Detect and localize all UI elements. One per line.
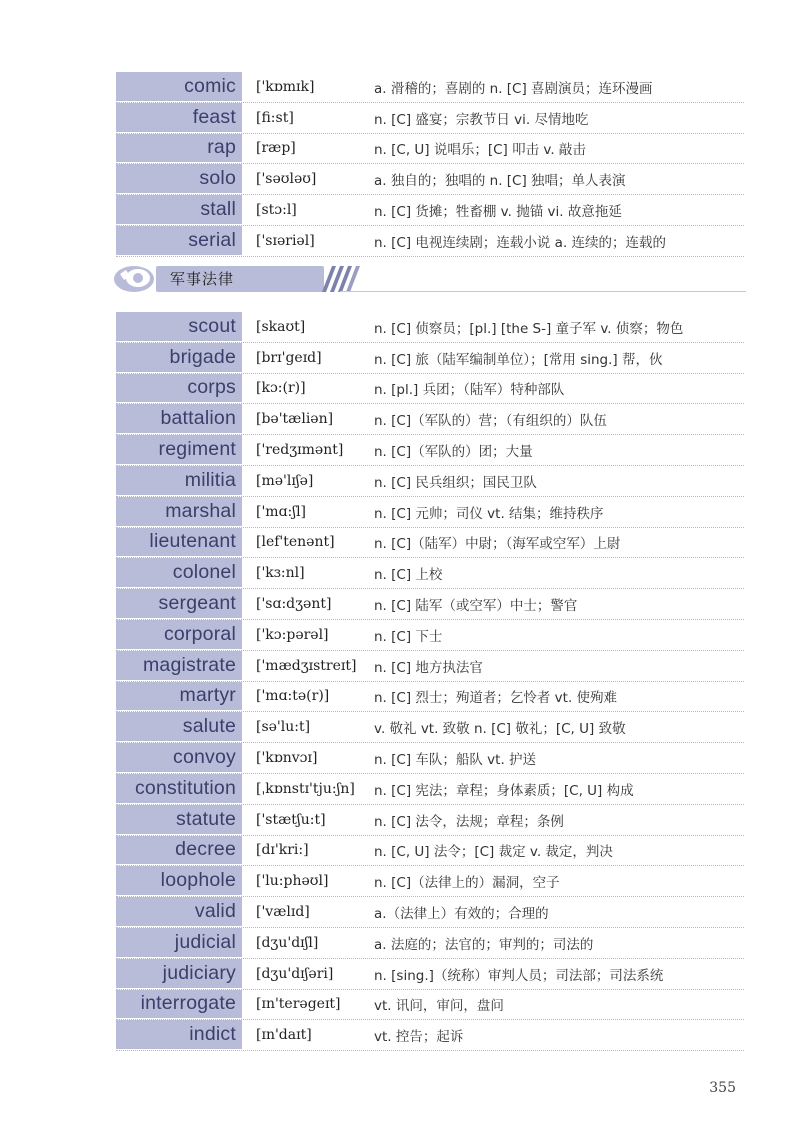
phonetic: [ˌkɒnstɪ'tju:ʃn] xyxy=(256,780,355,797)
definition: n. [C] 宪法；章程；身体素质；[C, U] 构成 xyxy=(374,782,634,799)
phonetic: [kɔ:(r)] xyxy=(256,380,306,397)
definition: n. [C] 法令，法规；章程；条例 xyxy=(374,813,564,830)
decorative-stripes xyxy=(322,266,382,292)
vocab-row xyxy=(116,103,744,134)
definition: n. [C] 陆军（或空军）中士；警官 xyxy=(374,598,578,615)
headword: sergeant xyxy=(116,589,242,619)
definition: n. [C] 元帅；司仪 vt. 结集；维持秩序 xyxy=(374,505,604,522)
vocab-row xyxy=(116,558,744,589)
phonetic: [stɔ:l] xyxy=(256,202,297,219)
phonetic: [sə'lu:t] xyxy=(256,719,311,736)
page-number: 355 xyxy=(709,1080,736,1096)
definition: n. [C] 车队；船队 vt. 护送 xyxy=(374,752,537,769)
headword: decree xyxy=(116,836,242,866)
headword: feast xyxy=(116,103,242,133)
definition: n. [C] 货摊；牲畜棚 v. 抛锚 vi. 故意拖延 xyxy=(374,204,622,221)
headword: stall xyxy=(116,195,242,225)
definition: n. [C]（法律上的）漏洞，空子 xyxy=(374,875,560,892)
headword: convoy xyxy=(116,743,242,773)
definition: n. [C] 下士 xyxy=(374,628,443,645)
headword: brigade xyxy=(116,343,242,373)
vocab-row xyxy=(116,712,744,743)
vocab-row xyxy=(116,164,744,195)
phonetic: [fi:st] xyxy=(256,109,294,126)
vocab-row xyxy=(116,497,744,528)
vocab-row xyxy=(116,134,744,165)
phonetic: [mə'lɪʃə] xyxy=(256,472,314,489)
vocab-row xyxy=(116,312,744,343)
phonetic: ['mædʒɪstreɪt] xyxy=(256,657,357,674)
definition: n. [pl.] 兵团；（陆军）特种部队 xyxy=(374,382,565,399)
vocab-table-bottom xyxy=(116,312,744,1051)
section-rule xyxy=(340,291,746,292)
headword: indict xyxy=(116,1020,242,1050)
phonetic: ['stætʃu:t] xyxy=(256,811,326,828)
vocab-row xyxy=(116,466,744,497)
headword: interrogate xyxy=(116,990,242,1020)
phonetic: ['kɔ:pərəl] xyxy=(256,626,329,643)
phonetic: [ɪn'terəgeɪt] xyxy=(256,996,341,1013)
headword: judiciary xyxy=(116,959,242,989)
vocab-row xyxy=(116,589,744,620)
headword: valid xyxy=(116,897,242,927)
headword: rap xyxy=(116,134,242,164)
definition: n. [C]（军队的）团；大量 xyxy=(374,444,533,461)
vocab-row xyxy=(116,404,744,435)
vocab-row xyxy=(116,620,744,651)
definition: a. 法庭的；法官的；审判的；司法的 xyxy=(374,936,594,953)
definition: n. [C] 地方执法官 xyxy=(374,659,483,676)
phonetic: ['mɑ:tə(r)] xyxy=(256,688,330,705)
phonetic: [bə'tæliən] xyxy=(256,411,334,428)
vocab-row xyxy=(116,528,744,559)
headword: corps xyxy=(116,374,242,404)
vocab-row xyxy=(116,743,744,774)
vocab-row xyxy=(116,682,744,713)
headword: martyr xyxy=(116,682,242,712)
definition: a. 独自的；独唱的 n. [C] 独唱；单人表演 xyxy=(374,173,626,190)
phonetic: [lef'tenənt] xyxy=(256,534,335,551)
definition: n. [C] 盛宴；宗教节日 vi. 尽情地吃 xyxy=(374,111,589,128)
headword: constitution xyxy=(116,774,242,804)
vocab-row xyxy=(116,959,744,990)
vocab-row xyxy=(116,343,744,374)
headword: colonel xyxy=(116,558,242,588)
vocab-row xyxy=(116,1020,744,1051)
phonetic: ['lu:phəʊl] xyxy=(256,873,329,890)
vocab-row xyxy=(116,374,744,405)
definition: n. [sing.]（统称）审判人员；司法部；司法系统 xyxy=(374,967,664,984)
definition: n. [C, U] 法令；[C] 裁定 v. 裁定，判决 xyxy=(374,844,613,861)
definition: n. [C] 旅（陆军编制单位）；[常用 sing.] 帮，伙 xyxy=(374,351,663,368)
vocab-row xyxy=(116,72,744,103)
headword: battalion xyxy=(116,404,242,434)
definition: n. [C]（陆军）中尉；（海军或空军）上尉 xyxy=(374,536,621,553)
phonetic: ['redʒɪmənt] xyxy=(256,442,344,459)
vocab-row xyxy=(116,195,744,226)
definition: vt. 讯问，审问，盘问 xyxy=(374,998,504,1015)
phonetic: ['kɜ:nl] xyxy=(256,565,305,582)
vocab-row xyxy=(116,226,744,257)
headword: salute xyxy=(116,712,242,742)
definition: n. [C]（军队的）营；（有组织的）队伍 xyxy=(374,413,607,430)
phonetic: ['kɒmɪk] xyxy=(256,78,315,95)
phonetic: [dʒu'dɪʃl] xyxy=(256,934,319,951)
vocab-row xyxy=(116,774,744,805)
definition: a.（法律上）有效的；合理的 xyxy=(374,906,549,923)
headword: corporal xyxy=(116,620,242,650)
headword: loophole xyxy=(116,866,242,896)
phonetic: [dɪ'kri:] xyxy=(256,842,309,859)
vocab-row xyxy=(116,990,744,1021)
headword: marshal xyxy=(116,497,242,527)
phonetic: [ɪn'daɪt] xyxy=(256,1027,312,1044)
phonetic: ['mɑ:ʃl] xyxy=(256,503,307,520)
vocab-row xyxy=(116,897,744,928)
definition: n. [C] 烈士；殉道者；乞怜者 vt. 使殉难 xyxy=(374,690,618,707)
headword: solo xyxy=(116,164,242,194)
definition: v. 敬礼 vt. 致敬 n. [C] 敬礼；[C, U] 致敬 xyxy=(374,721,626,738)
section-title: 军事法律 xyxy=(156,266,324,292)
phonetic: ['səʊləʊ] xyxy=(256,171,317,188)
phonetic: ['kɒnvɔɪ] xyxy=(256,750,318,767)
headword: magistrate xyxy=(116,651,242,681)
headword: statute xyxy=(116,805,242,835)
headword: lieutenant xyxy=(116,528,242,558)
definition: n. [C, U] 说唱乐；[C] 叩击 v. 敲击 xyxy=(374,142,586,159)
headword: militia xyxy=(116,466,242,496)
vocab-row xyxy=(116,836,744,867)
phonetic: [dʒu'dɪʃəri] xyxy=(256,965,334,982)
vocab-row xyxy=(116,805,744,836)
definition: n. [C] 电视连续剧；连载小说 a. 连续的；连载的 xyxy=(374,234,667,251)
vocab-row xyxy=(116,651,744,682)
headword: regiment xyxy=(116,435,242,465)
vocab-row xyxy=(116,866,744,897)
phonetic: [skaʊt] xyxy=(256,318,306,335)
definition: n. [C] 侦察员；[pl.] [the S-] 童子军 v. 侦察；物色 xyxy=(374,320,684,337)
speech-bubble-icon xyxy=(112,264,160,294)
definition: a. 滑稽的；喜剧的 n. [C] 喜剧演员；连环漫画 xyxy=(374,80,653,97)
definition: n. [C] 上校 xyxy=(374,567,443,584)
phonetic: ['vælɪd] xyxy=(256,904,310,921)
vocab-table-top xyxy=(116,72,744,257)
vocab-row xyxy=(116,435,744,466)
definition: vt. 控告；起诉 xyxy=(374,1029,464,1046)
headword: scout xyxy=(116,312,242,342)
vocab-row xyxy=(116,928,744,959)
phonetic: [ræp] xyxy=(256,140,296,157)
section-header xyxy=(112,258,746,298)
headword: judicial xyxy=(116,928,242,958)
definition: n. [C] 民兵组织；国民卫队 xyxy=(374,474,537,491)
headword: serial xyxy=(116,226,242,256)
phonetic: [brɪ'geɪd] xyxy=(256,349,322,366)
phonetic: ['sɑ:dʒənt] xyxy=(256,596,332,613)
headword: comic xyxy=(116,72,242,102)
phonetic: ['sɪəriəl] xyxy=(256,232,315,249)
